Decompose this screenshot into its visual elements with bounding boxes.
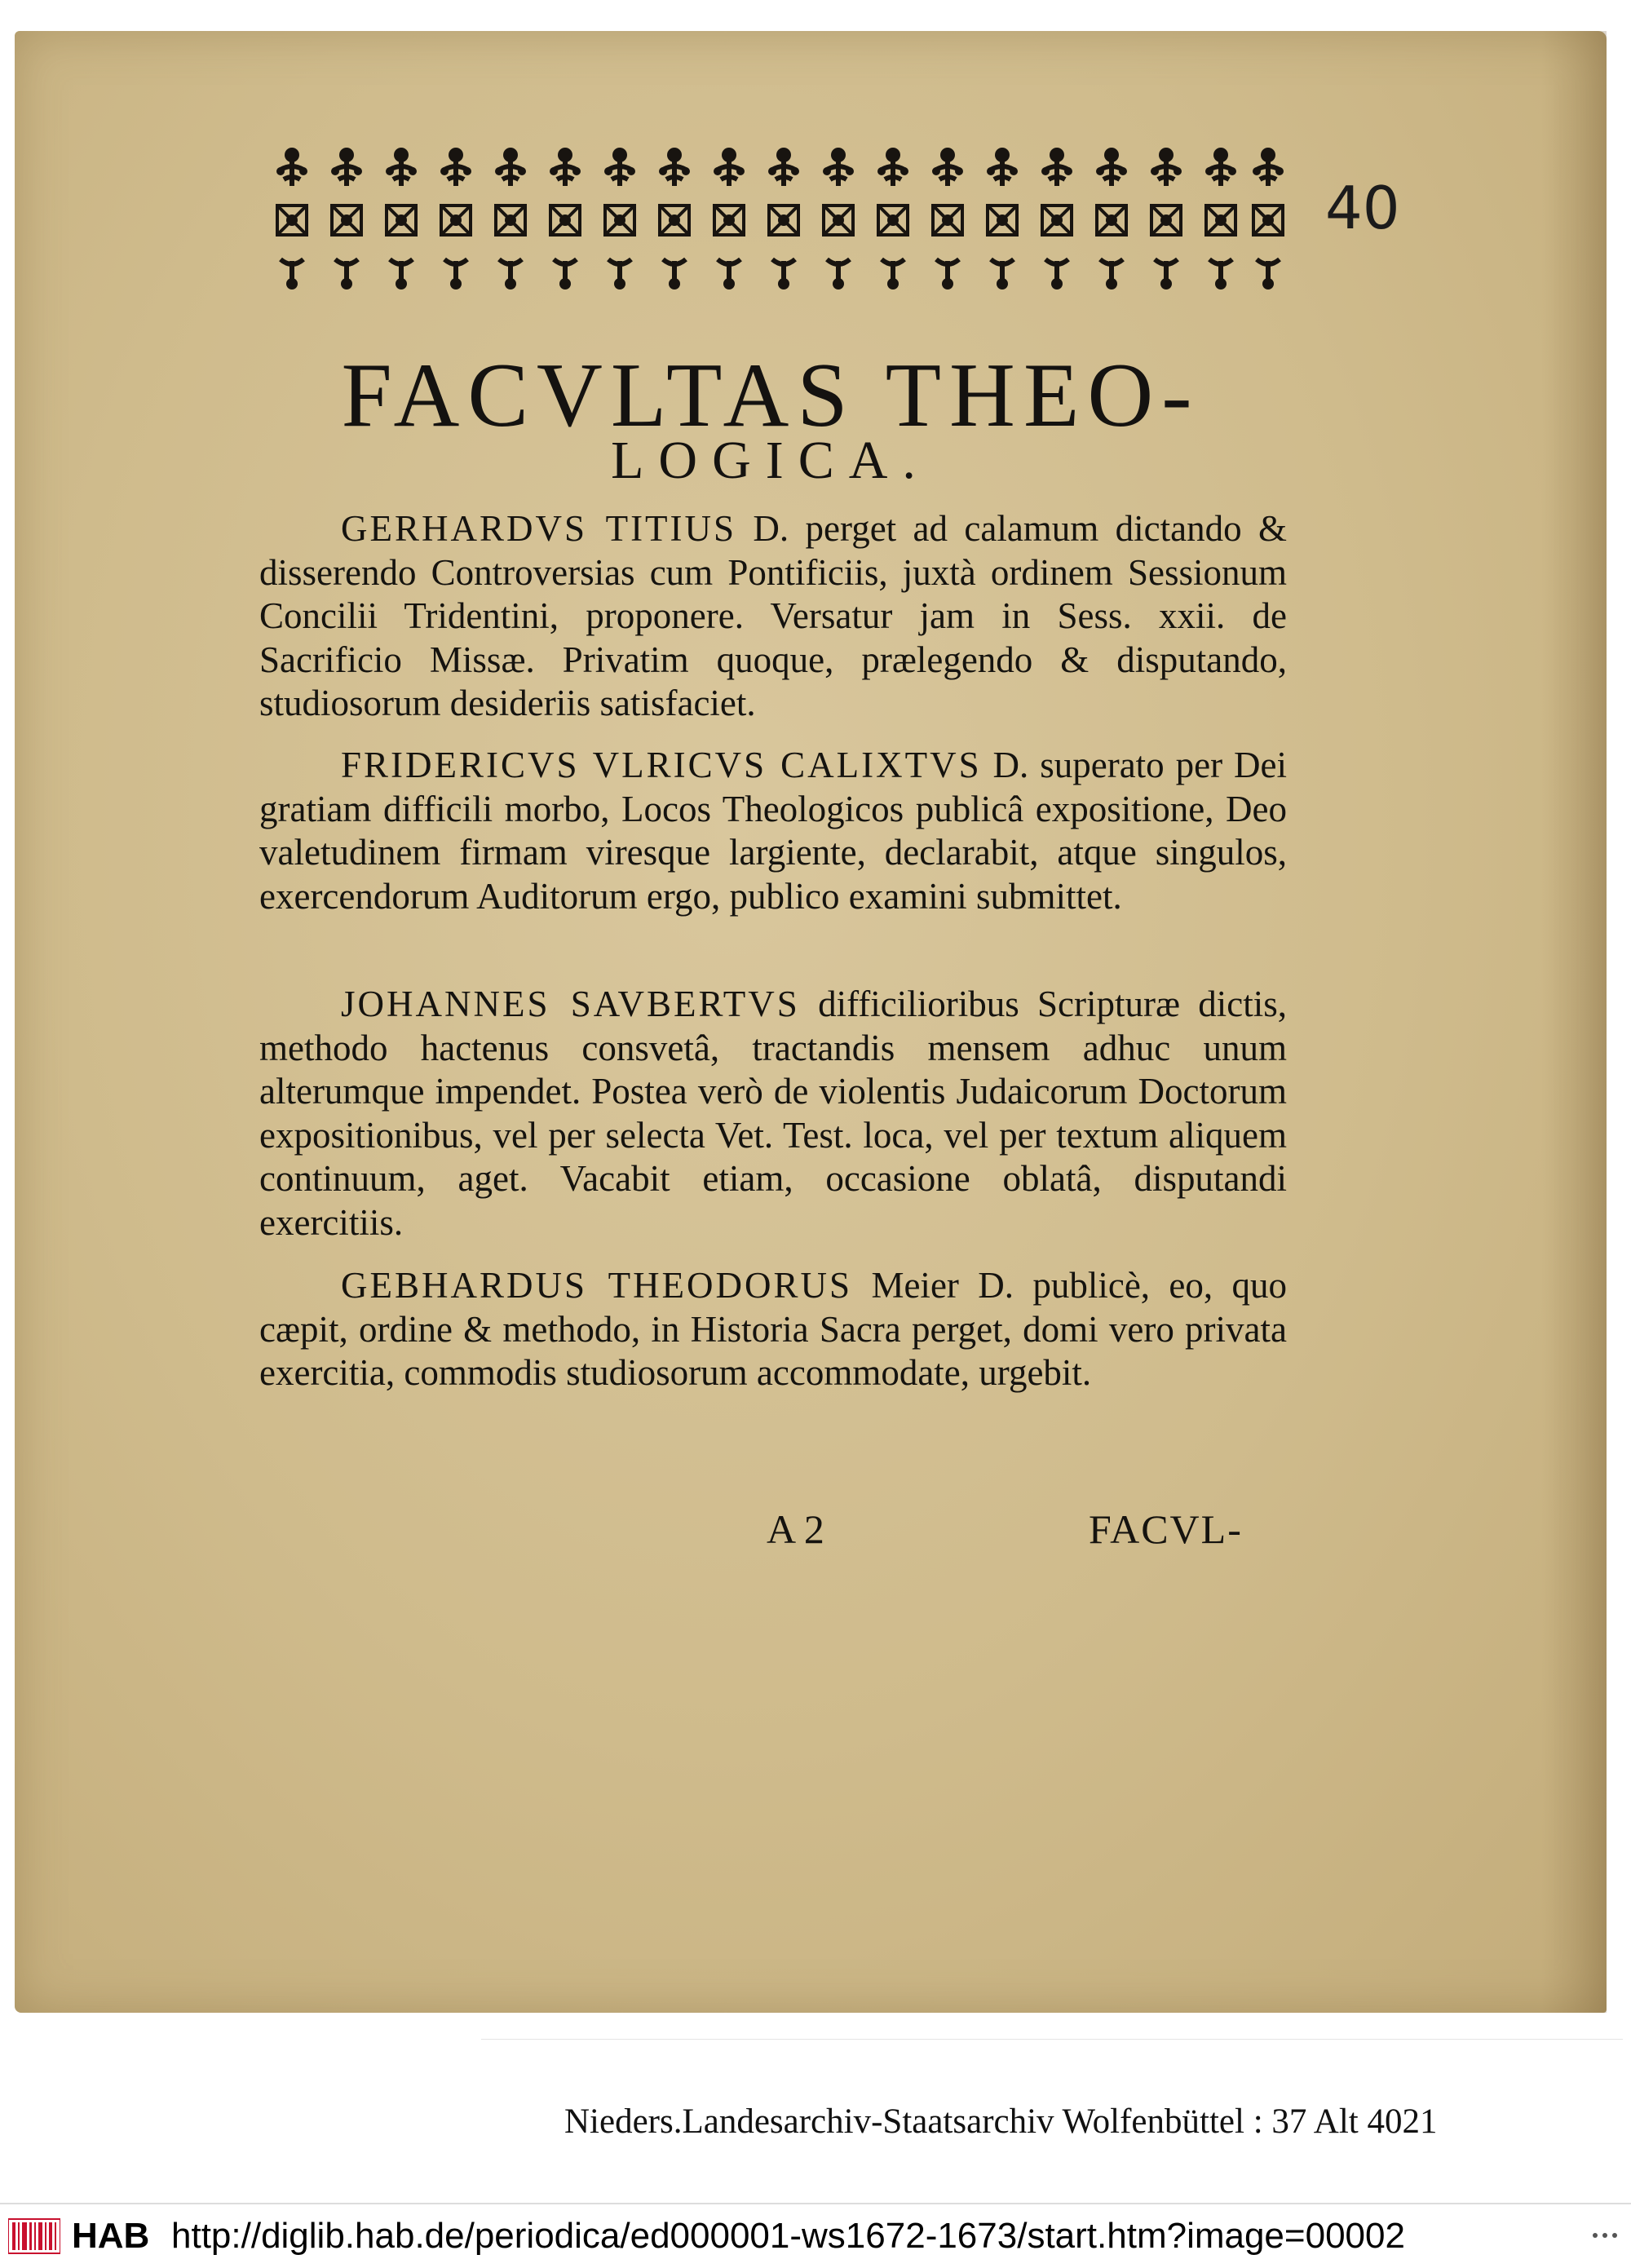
- catchword: FACVL-: [1089, 1506, 1243, 1552]
- signature-mark: A 2: [767, 1506, 824, 1552]
- paragraph-lead: GEBHARDUS THEODORUS: [341, 1265, 853, 1306]
- paragraph-body: D. perget ad calamum dictando & disserendo Controversias cum Pontificiis, juxtà ordinem Sessionum Concilii Tridentini, proponere. Versatur jam in Sess. xxii. de Sacrificio Missæ. Privatim quoque, prælegendo & disputando, studiosorum desideriis satisfaciet.: [259, 508, 1287, 723]
- paragraph-body: Meier D. publicè, eo, quo cæpit, ordine & methodo, in Historia Sacra perget, domi vero privata exercitia, commodis studiosorum accommodate, urgebit.: [259, 1265, 1287, 1393]
- paragraph-titius: [259, 507, 1287, 726]
- hab-barcode-icon: [8, 2217, 60, 2255]
- permalink-url[interactable]: http://diglib.hab.de/periodica/ed000001-ws1672-1673/start.htm?image=00002: [171, 2216, 1405, 2256]
- printer-ornament-band: [261, 139, 1288, 302]
- viewer-footer-bar: [0, 2203, 1631, 2268]
- handwritten-page-number: 40: [1325, 174, 1400, 242]
- paragraph-body: difficilioribus Scripturæ dictis, methodo hactenus consvetâ, tractandis mensem adhuc unum alterumque impendet. Postea verò de violentis Judaicorum Doctorum expositionibus, vel per selecta Vet. Test. loca, vel per textum aliquem continuum, aget. Vacabit etiam, occasione oblatâ, disputandi exercitiis.: [259, 984, 1287, 1243]
- paragraph-saubertus: [259, 983, 1287, 1245]
- paragraph-lead: JOHANNES SAVBERTVS: [341, 984, 800, 1024]
- paper-edge-shadow: [1541, 31, 1607, 2013]
- hab-label: HAB: [72, 2216, 150, 2256]
- paragraph-calixtus: [259, 744, 1287, 918]
- more-options-icon[interactable]: [1590, 2227, 1620, 2244]
- paragraph-lead: FRIDERICVS VLRICVS CALIXTVS: [341, 745, 982, 785]
- page-title-line-2: LOGICA.: [611, 431, 930, 490]
- archive-label: Nieders.Landesarchiv-Staatsarchiv Wolfenbüttel : 37 Alt 4021: [564, 2102, 1438, 2141]
- paragraph-lead: GERHARDVS TITIUS: [341, 508, 737, 549]
- paragraph-meier: [259, 1264, 1287, 1395]
- paragraph-body: D. superato per Dei gratiam difficili morbo, Locos Theologicos publicâ expositione, Deo valetudinem firmam viresque largiente, declarabit, atque singulos, exercendorum Auditorum ergo, publico examini submittet.: [259, 745, 1287, 917]
- page-title-line-1: FACVLTAS THEO-: [341, 345, 1200, 446]
